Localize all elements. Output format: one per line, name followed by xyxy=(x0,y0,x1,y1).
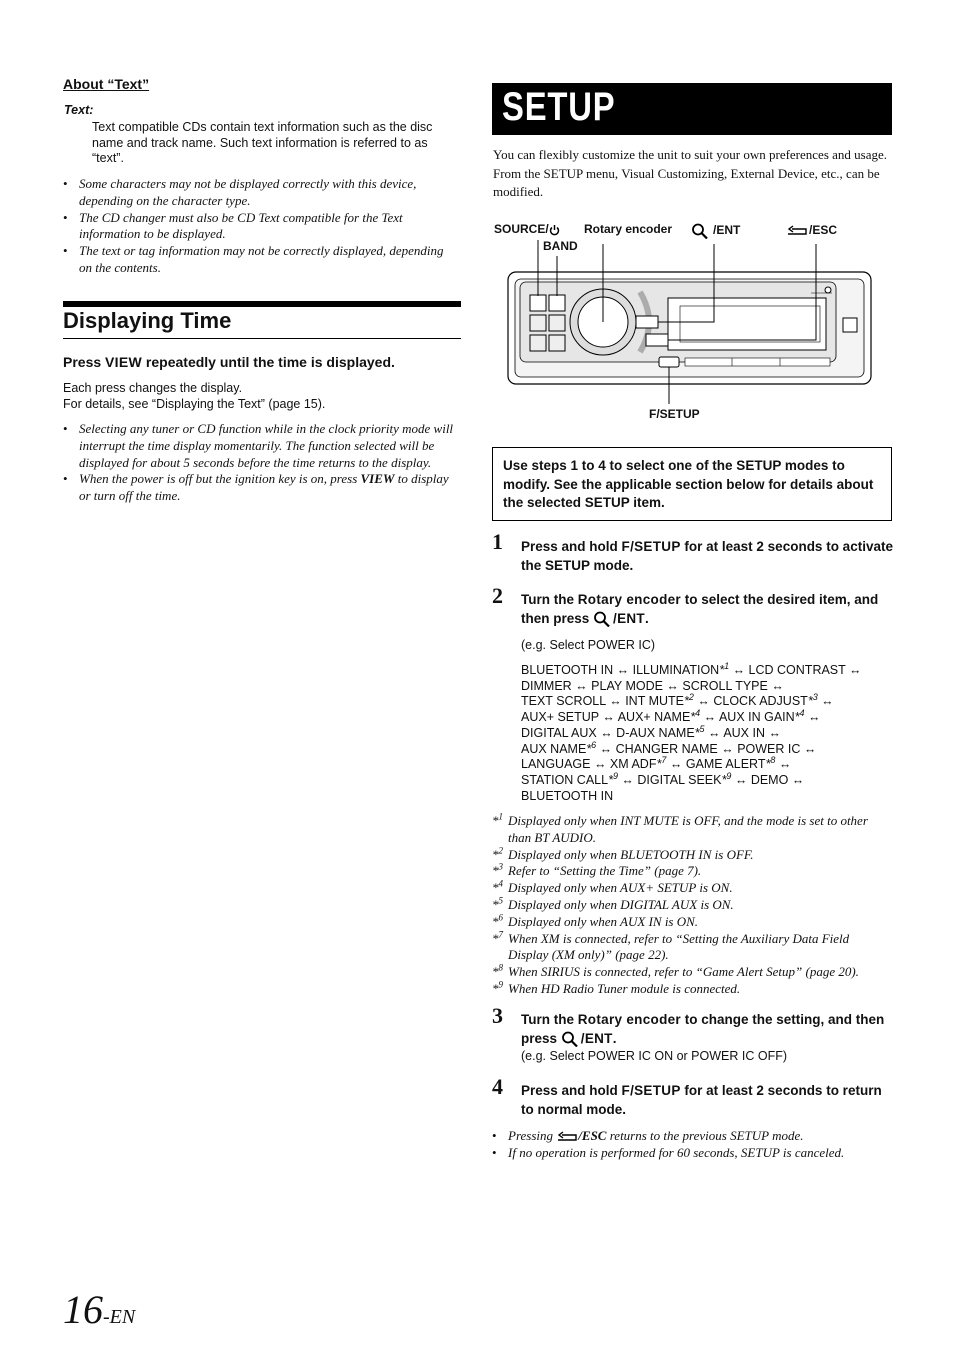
key-fsetup: F/SETUP xyxy=(621,539,681,554)
label-esc-text: /ESC xyxy=(809,223,838,237)
page-number-suffix: -EN xyxy=(103,1306,136,1328)
view-key: VIEW xyxy=(360,471,395,487)
key-esc: /ESC xyxy=(578,1128,607,1143)
sequence-arrow: ↔ xyxy=(613,663,633,677)
setup-item: AUX IN xyxy=(723,725,765,740)
list-item xyxy=(63,471,458,505)
sequence-arrow: ↔ xyxy=(788,772,805,787)
step-number-1: 1 xyxy=(492,529,503,554)
page-number xyxy=(63,1288,135,1339)
setup-item: DIGITAL SEEK xyxy=(637,772,722,787)
step-post: for at least 2 seconds to activate the SETUP mode. xyxy=(521,539,893,573)
setup-item: STATION CALL xyxy=(521,772,609,787)
footnote-mark: *$^4$ xyxy=(492,878,503,896)
note-post: returns to the previous SETUP mode. xyxy=(606,1128,804,1143)
view-key: VIEW xyxy=(105,354,143,370)
sequence-arrow: ↔ xyxy=(590,757,610,772)
setup-item: ILLUMINATION xyxy=(632,663,720,677)
key-rotary: Rotary encoder xyxy=(577,592,681,607)
displaying-time-instruction xyxy=(63,354,395,370)
sequence-arrow: ↔ xyxy=(617,772,638,787)
displaying-time-notes xyxy=(63,421,458,505)
button-band xyxy=(549,295,565,311)
footnote-mark: *$^6$ xyxy=(492,912,503,929)
setup-sequence xyxy=(521,660,893,804)
footnote-text: When XM is connected, refer to “Setting the Auxiliary Data Field Display (XM only)” (page 22). xyxy=(508,930,850,963)
label-source-text: SOURCE/ xyxy=(494,222,549,236)
footnote xyxy=(492,964,892,981)
footnote-mark: *$^8$ xyxy=(492,962,503,980)
sequence-arrow: ↔ xyxy=(666,757,686,772)
button-ent xyxy=(636,316,658,328)
setup-item: LANGUAGE xyxy=(521,757,591,772)
footnote-mark: *$^9$ xyxy=(492,979,503,996)
footnote-text: Displayed only when BLUETOOTH IN is OFF. xyxy=(508,846,754,862)
step-number-3: 3 xyxy=(492,1003,503,1028)
note-post: to display or turn off the time. xyxy=(79,471,449,504)
list-item: • The text or tag information may not be correctly displayed, depending on the contents. xyxy=(63,243,458,277)
setup-item: DIMMER xyxy=(521,678,572,693)
setup-item: D-AUX NAME xyxy=(616,725,695,740)
footnote xyxy=(492,914,892,931)
setup-item: XM ADF xyxy=(609,757,657,772)
step-2-text xyxy=(521,591,893,628)
body-line: For details, see “Displaying the Text” (page 15). xyxy=(63,396,326,411)
sequence-arrow: ↔ xyxy=(804,710,821,725)
label-rotary: Rotary encoder xyxy=(584,222,673,236)
sequence-arrow: ↔ xyxy=(729,663,749,677)
list-item: • Selecting any tuner or CD function while in the clock priority mode will interrupt the time display momentarily. The function selected will be displayed for about 5 seconds before the time returns to the display. xyxy=(63,421,458,471)
footnote-mark: *$^5$ xyxy=(694,723,705,740)
label-band: BAND xyxy=(543,239,578,253)
button-source xyxy=(530,295,546,311)
footnote xyxy=(492,931,892,965)
displaying-time-body xyxy=(63,381,458,412)
step-post: for at least 2 seconds to return to normal mode. xyxy=(521,1083,882,1117)
footnote xyxy=(492,981,892,998)
setup-item: BLUETOOTH IN xyxy=(521,663,614,677)
note-pre: When the power is off but the ignition key is on, press xyxy=(79,471,361,487)
footnote xyxy=(492,880,892,897)
setup-item: LCD CONTRAST xyxy=(748,663,846,677)
step-number-4: 4 xyxy=(492,1074,503,1099)
section-rule xyxy=(63,338,461,339)
footnote-text: Refer to “Setting the Time” (page 7). xyxy=(508,863,702,879)
sequence-arrow: ↔ xyxy=(605,694,626,709)
footnote-text: Displayed only when DIGITAL AUX is ON. xyxy=(508,896,734,912)
setup-item: DEMO xyxy=(750,772,789,787)
about-text-notes xyxy=(63,176,458,277)
footnotes xyxy=(492,813,892,998)
text-term: Text: xyxy=(64,103,94,117)
footnote-mark: *$^1$ xyxy=(492,811,503,828)
step-2-example: (e.g. Select POWER IC) xyxy=(521,638,656,652)
button-fsetup xyxy=(659,357,679,367)
sequence-arrow: ↔ xyxy=(765,725,781,740)
label-fsetup: F/SETUP xyxy=(649,407,700,421)
sequence-arrow: ↔ xyxy=(800,741,817,756)
setup-item: INT MUTE xyxy=(625,694,684,709)
step-mid: to change the setting, and then press xyxy=(521,1012,885,1046)
setup-item: CLOCK ADJUST xyxy=(713,694,808,709)
search-icon xyxy=(561,1031,581,1047)
step-pre: Turn the xyxy=(521,592,578,607)
sequence-arrow: ↔ xyxy=(704,725,724,740)
section-title-displaying-time: Displaying Time xyxy=(63,308,232,333)
setup-item: AUX IN GAIN xyxy=(718,710,795,725)
step-3-text xyxy=(521,1011,893,1048)
back-icon xyxy=(556,1131,578,1143)
step-end: . xyxy=(612,1030,617,1046)
footnote-text: Displayed only when AUX+ SETUP is ON. xyxy=(508,880,733,896)
footnote xyxy=(492,847,892,864)
setup-item: DIGITAL AUX xyxy=(521,725,597,740)
label-ent-text: /ENT xyxy=(713,223,741,238)
head-unit-diagram xyxy=(480,230,900,410)
footnote-mark: *$^2$ xyxy=(684,692,694,709)
setup-note-box: Use steps 1 to 4 to select one of the SETUP modes to modify. See the applicable section below for details about the selected SETUP item. xyxy=(492,447,892,521)
text-definition: Text compatible CDs contain text information such as the disc name and track name. Such text information is referred to as “text”. xyxy=(92,120,433,165)
sequence-arrow: ↔ xyxy=(662,678,683,693)
step-pre: Turn the xyxy=(521,1012,578,1027)
footnote-mark: *$^5$ xyxy=(492,895,503,912)
sequence-arrow: ↔ xyxy=(731,772,751,787)
list-item: • If no operation is performed for 60 seconds, SETUP is canceled. xyxy=(492,1145,892,1162)
setup-item: AUX NAME xyxy=(521,741,587,756)
sequence-arrow: ↔ xyxy=(598,710,618,725)
footnote-mark: *$^3$ xyxy=(492,862,503,879)
key-ent: /ENT xyxy=(613,610,645,626)
footnote xyxy=(492,863,892,880)
footnote-mark: *$^4$ xyxy=(794,707,805,725)
sequence-arrow: ↔ xyxy=(775,757,792,772)
footnote-mark: *$^4$ xyxy=(690,707,701,725)
key-rotary: Rotary encoder xyxy=(577,1012,681,1027)
footnote-mark: *$^9$ xyxy=(608,770,618,787)
footnote xyxy=(492,813,892,847)
step-pre: Press and hold xyxy=(521,539,622,554)
step-pre: Press and hold xyxy=(521,1083,622,1098)
list-item xyxy=(492,1128,892,1145)
button-esc xyxy=(646,334,668,346)
setup-item: TEXT SCROLL xyxy=(521,694,606,709)
body-line: Each press changes the display. xyxy=(63,381,243,395)
footnote-text: When HD Radio Tuner module is connected. xyxy=(508,980,741,996)
footnote-text: Displayed only when AUX IN is ON. xyxy=(508,913,699,929)
sequence-arrow: ↔ xyxy=(845,663,862,677)
setup-item: BLUETOOTH IN xyxy=(521,788,614,803)
step-4-text xyxy=(521,1082,893,1119)
sequence-arrow: ↔ xyxy=(693,694,714,709)
setup-item: SCROLL TYPE xyxy=(682,678,768,693)
setup-item: POWER IC xyxy=(737,741,801,756)
instr-pre: Press xyxy=(63,354,106,370)
sequence-arrow: ↔ xyxy=(767,678,784,693)
sequence-arrow: ↔ xyxy=(817,694,834,709)
instr-post: repeatedly until the time is displayed. xyxy=(142,354,395,370)
key-ent: /ENT xyxy=(580,1030,613,1046)
step-3-example: (e.g. Select POWER IC ON or POWER IC OFF) xyxy=(521,1049,788,1063)
sequence-arrow: ↔ xyxy=(717,741,738,756)
footnote-mark: *$^7$ xyxy=(656,755,667,772)
sequence-arrow: ↔ xyxy=(596,741,616,756)
setup-item: PLAY MODE xyxy=(591,678,663,693)
note-pre: Pressing xyxy=(508,1128,557,1143)
footnote-mark: *$^7$ xyxy=(492,929,503,946)
step-end: . xyxy=(644,610,649,626)
step-number-2: 2 xyxy=(492,583,503,608)
page-number-value: 16 xyxy=(63,1287,103,1332)
footnote-mark: *$^2$ xyxy=(492,845,503,862)
sequence-arrow: ↔ xyxy=(571,678,592,693)
footnote-mark: *$^9$ xyxy=(721,770,732,787)
footnote-mark: *$^8$ xyxy=(765,755,776,772)
setup-item: AUX+ NAME xyxy=(617,710,691,725)
list-item: • Some characters may not be displayed correctly with this device, depending on the character type. xyxy=(63,176,458,210)
footnote-text: Displayed only when INT MUTE is OFF, and the mode is set to other than BT AUDIO. xyxy=(508,813,868,845)
key-fsetup: F/SETUP xyxy=(621,1083,681,1098)
setup-item: AUX+ SETUP xyxy=(521,710,599,725)
sequence-arrow: ↔ xyxy=(700,710,719,725)
about-text-heading: About “Text” xyxy=(63,76,150,92)
step-1-text xyxy=(521,538,893,575)
search-icon xyxy=(593,611,613,627)
setup-final-notes xyxy=(492,1128,892,1162)
setup-item: GAME ALERT xyxy=(685,757,766,772)
footnote-mark: *$^1$ xyxy=(719,660,730,677)
sequence-arrow: ↔ xyxy=(596,725,617,740)
step-mid: to select the desired item, and then press xyxy=(521,592,879,626)
footnote xyxy=(492,897,892,914)
setup-item: CHANGER NAME xyxy=(615,741,718,756)
footnote-mark: *$^3$ xyxy=(807,692,818,709)
section-title-setup: SETUP xyxy=(502,85,616,129)
setup-intro: You can flexibly customize the unit to suit your own preferences and usage. From the SETUP menu, Visual Customizing, External Device, etc., can be modified. xyxy=(493,147,887,199)
section-bar xyxy=(63,301,461,307)
footnote-mark: *$^6$ xyxy=(586,739,597,756)
list-item: • The CD changer must also be CD Text compatible for the Text information to be displayed. xyxy=(63,210,458,244)
footnote-text: When SIRIUS is connected, refer to “Game Alert Setup” (page 20). xyxy=(508,964,859,980)
